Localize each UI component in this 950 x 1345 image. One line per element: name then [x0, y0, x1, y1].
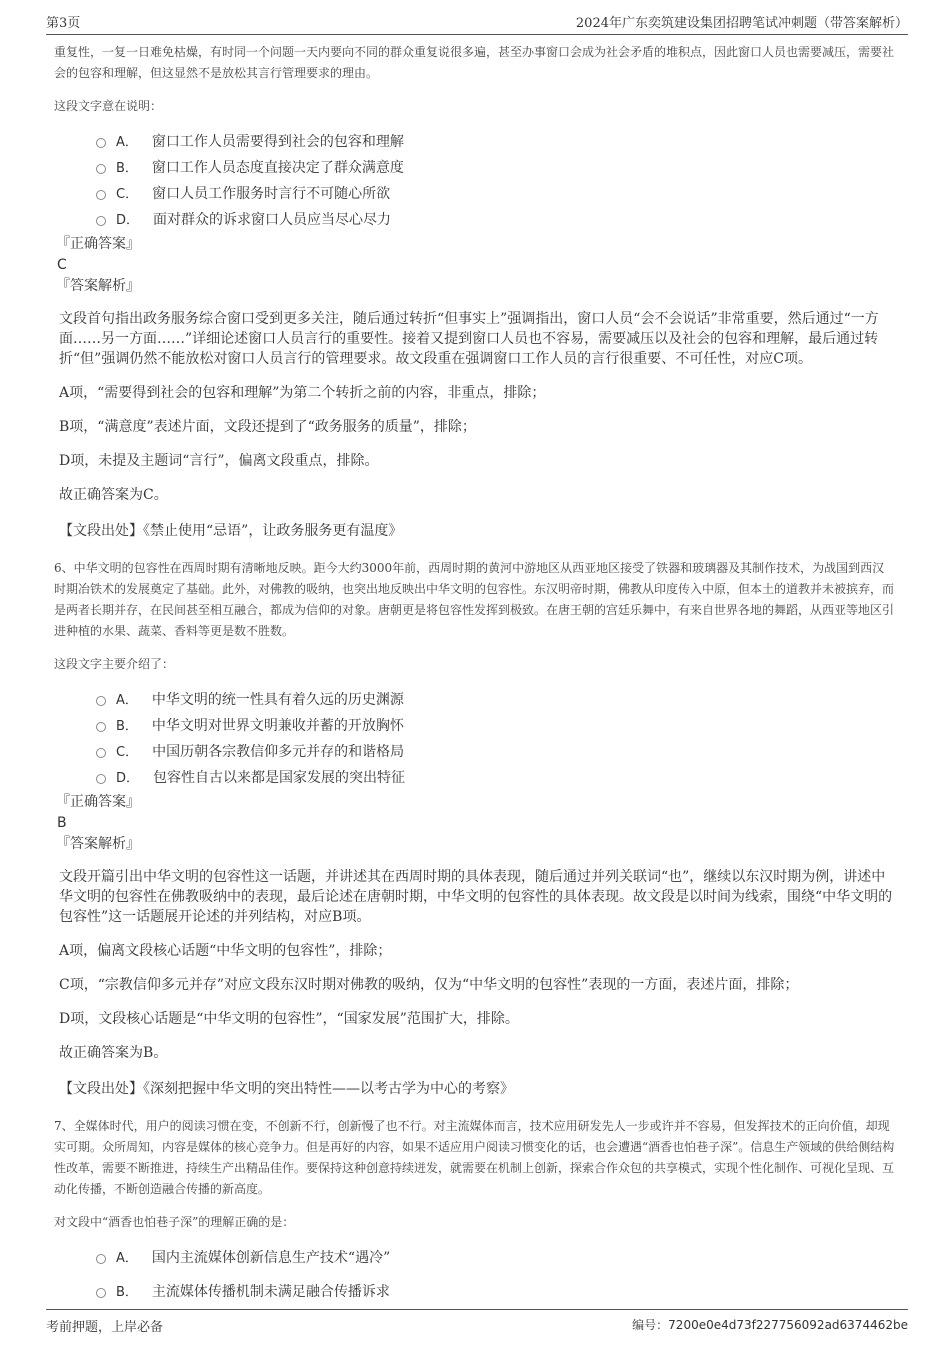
- question-5-text: 重复性，一复一日难免枯燥，有时同一个问题一天内要向不同的群众重复说很多遍，甚至办事窗口会成为社会矛盾的堆积点，因此窗口人员也需要减压，需要社会的包容和理解，但这显然不是放松其言行管理要求的理由。: [54, 45, 895, 80]
- radio-icon[interactable]: [96, 190, 106, 200]
- question-6-text: 6、中华文明的包容性在西周时期有清晰地反映。距今大约3000年前，西周时期的黄河中游地区从西亚地区接受了铁器和玻璃器及其制作技术，为战国到西汉时期冶铁术的发展奠定了基础。此外，对佛教的吸纳，也突出地反映出中华文明的包容性。东汉明帝时期，佛教从印度传入中原，但本土的道教并未被摈弃，而是两者长期并存，在民间甚至相互融合，都成为信仰的对象。唐朝更是将包容性发挥到极致。在唐王朝的宫廷乐舞中，有来自世界各地的舞蹈，从西亚等地区引进种植的水果、蔬菜、香料等更是数不胜数。: [54, 561, 895, 638]
- page-number: 第3页: [46, 16, 81, 31]
- analysis-paragraph: D项，未提及主题词“言行”，偏离文段重点，排除。: [59, 453, 379, 469]
- option-a[interactable]: A． 国内主流媒体创新信息生产技术“遇冷”: [96, 1247, 896, 1273]
- question-5-options: [96, 131, 896, 235]
- radio-icon[interactable]: [96, 1288, 106, 1298]
- option-c[interactable]: C． 窗口人员工作服务时言行不可随心所欲: [96, 183, 896, 209]
- page-content: [54, 40, 896, 1307]
- question-6-options: [96, 689, 896, 793]
- radio-icon[interactable]: [96, 696, 106, 706]
- source-citation: 【文段出处】《深刻把握中华文明的突出特性——以考古学为中心的考察》: [59, 1081, 514, 1097]
- radio-icon[interactable]: [96, 722, 106, 732]
- analysis-conclusion: 故正确答案为C。: [59, 487, 168, 503]
- page-footer: [46, 1309, 908, 1336]
- analysis-label: 『答案解析』: [56, 836, 140, 852]
- answer-label: 『正确答案』: [56, 236, 140, 252]
- correct-answer: B: [57, 815, 67, 831]
- question-7-text: 7、全媒体时代，用户的阅读习惯在变，不创新不行，创新慢了也不行。对主流媒体而言，技术应用研发先人一步或许并不容易，但发挥技术的正向价值，却现实可期。众所周知，内容是媒体的核心竞争力。但是再好的内容，如果不适应用户阅读习惯变化的话，也会遭遇“酒香也怕巷子深”。信息生产领域的供给侧结构性改革，需要不断推进，持续生产出精品佳作。要保持这种创意持续迸发，就需要在机制上创新，探索合作众包的共享模式，实现个性化制作、可视化呈现、互动化传播，不断创造融合传播的新高度。: [54, 1119, 895, 1196]
- radio-icon[interactable]: [96, 164, 106, 174]
- option-b[interactable]: B． 主流媒体传播机制未满足融合传播诉求: [96, 1281, 896, 1307]
- question-7-prompt: 对文段中“酒香也怕巷子深”的理解正确的是：: [54, 1215, 295, 1229]
- footer-slogan: 考前押题，上岸必备: [46, 1320, 164, 1335]
- option-d[interactable]: D． 包容性自古以来都是国家发展的突出特征: [96, 767, 896, 793]
- answer-label: 『正确答案』: [56, 794, 140, 810]
- source-citation: 【文段出处】《禁止使用“忌语”，让政务服务更有温度》: [59, 523, 403, 539]
- option-b[interactable]: B． 窗口工作人员态度直接决定了群众满意度: [96, 157, 896, 183]
- analysis-paragraph: A项，“需要得到社会的包容和理解”为第二个转折之前的内容，非重点，排除；: [59, 385, 546, 401]
- option-a[interactable]: A． 中华文明的统一性具有着久远的历史渊源: [96, 689, 896, 715]
- document-id: 编号：7200e0e4d73f227756092ad6374462be: [632, 1318, 908, 1332]
- page-header: [46, 8, 908, 35]
- radio-icon[interactable]: [96, 216, 106, 226]
- option-d[interactable]: D． 面对群众的诉求窗口人员应当尽心尽力: [96, 209, 896, 235]
- radio-icon[interactable]: [96, 1254, 106, 1264]
- analysis-paragraph: B项，“满意度”表述片面，文段还提到了“政务服务的质量”，排除；: [59, 419, 476, 435]
- analysis-paragraph: C项，“宗教信仰多元并存”对应文段东汉时期对佛教的吸纳，仅为“中华文明的包容性”表现的一方面，表述片面，排除；: [59, 977, 799, 993]
- question-6-prompt: 这段文字主要介绍了：: [54, 657, 175, 671]
- radio-icon[interactable]: [96, 138, 106, 148]
- document-title: 2024年广东奕筑建设集团招聘笔试冲刺题（带答案解析）: [575, 16, 908, 31]
- option-a[interactable]: A． 窗口工作人员需要得到社会的包容和理解: [96, 131, 896, 157]
- question-7-options: [96, 1247, 896, 1307]
- analysis-paragraph: 文段首句指出政务服务综合窗口受到更多关注，随后通过转折“但事实上”强调指出，窗口人员“会不会说话”非常重要，然后通过“一方面……另一方面……”详细论述窗口人员言行的重要性。接着又提到窗口人员也不容易，需要减压以及社会的包容和理解，最后通过转折“但”强调仍然不能放松对窗口人员言行的管理要求。故文段重在强调窗口工作人员的言行很重要、不可任性，对应C项。: [59, 311, 879, 367]
- option-c[interactable]: C． 中国历朝各宗教信仰多元并存的和谐格局: [96, 741, 896, 767]
- analysis-paragraph: D项，文段核心话题是“中华文明的包容性”，“国家发展”范围扩大，排除。: [59, 1011, 519, 1027]
- option-b[interactable]: B． 中华文明对世界文明兼收并蓄的开放胸怀: [96, 715, 896, 741]
- correct-answer: C: [57, 257, 67, 273]
- analysis-label: 『答案解析』: [56, 278, 140, 294]
- analysis-paragraph: 文段开篇引出中华文明的包容性这一话题，并讲述其在西周时期的具体表现，随后通过并列关联词“也”，继续以东汉时期为例，讲述中华文明的包容性在佛教吸纳中的表现，最后论述在唐朝时期，中华文明的包容性的具体表现。故文段是以时间为线索，围绕“中华文明的包容性”这一话题展开论述的并列结构，对应B项。: [59, 869, 893, 925]
- radio-icon[interactable]: [96, 748, 106, 758]
- analysis-paragraph: A项，偏离文段核心话题“中华文明的包容性”，排除；: [59, 943, 392, 959]
- analysis-conclusion: 故正确答案为B。: [59, 1045, 168, 1061]
- radio-icon[interactable]: [96, 774, 106, 784]
- question-5-prompt: 这段文字意在说明：: [54, 99, 163, 113]
